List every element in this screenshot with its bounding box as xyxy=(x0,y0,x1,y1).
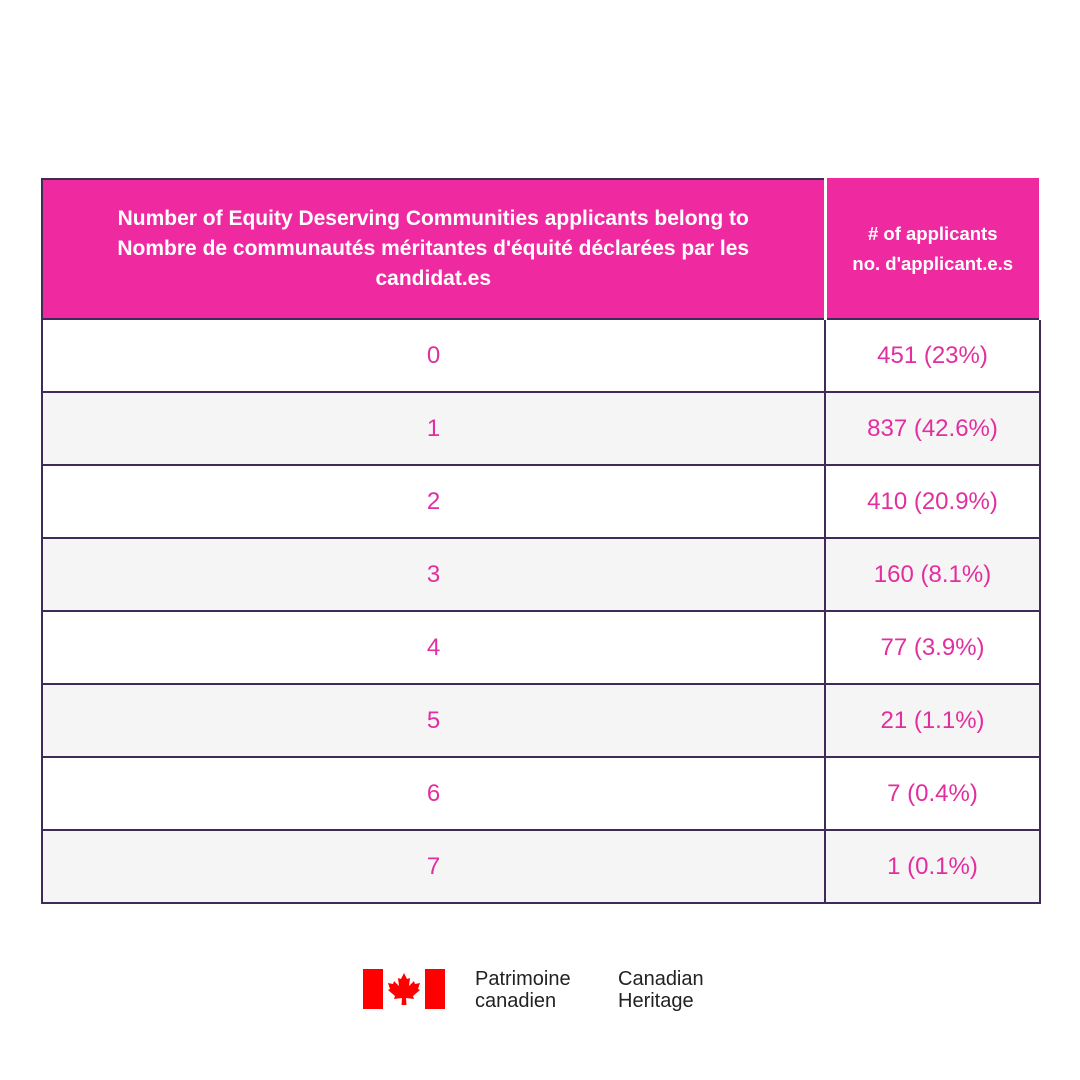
community-count-cell: 0 xyxy=(42,319,825,392)
applicant-count-cell: 1 (0.1%) xyxy=(825,830,1040,903)
applicant-count-cell: 410 (20.9%) xyxy=(825,465,1040,538)
table-row xyxy=(42,611,1040,684)
table-row xyxy=(42,319,1040,392)
header-applicants-fr: no. d'applicant.e.s xyxy=(852,253,1014,274)
wordmark-english xyxy=(618,968,704,1012)
header-applicants xyxy=(825,179,1040,319)
header-communities-en: Number of Equity Deserving Communities applicants belong to xyxy=(117,207,749,230)
canadian-heritage-logo xyxy=(363,966,723,1016)
community-count-cell: 3 xyxy=(42,538,825,611)
applicant-count-cell: 77 (3.9%) xyxy=(825,611,1040,684)
header-communities-fr: Nombre de communautés méritantes d'équité déclarées par les xyxy=(117,237,750,260)
community-count-cell: 1 xyxy=(42,392,825,465)
applicant-count-cell: 837 (42.6%) xyxy=(825,392,1040,465)
wordmark-en-line2: Heritage xyxy=(618,990,694,1012)
applicant-count-cell: 21 (1.1%) xyxy=(825,684,1040,757)
header-communities xyxy=(42,179,825,319)
canada-flag-icon xyxy=(363,969,445,1009)
applicant-count-cell: 160 (8.1%) xyxy=(825,538,1040,611)
wordmark-fr-line2: canadien xyxy=(475,990,557,1012)
applicant-count-cell: 7 (0.4%) xyxy=(825,757,1040,830)
table-row xyxy=(42,465,1040,538)
wordmark-fr-line1: Patrimoine xyxy=(475,968,571,990)
wordmark-en-line1: Canadian xyxy=(618,968,704,990)
header-communities-fr-cont: candidat.es xyxy=(375,267,492,290)
community-count-cell: 2 xyxy=(42,465,825,538)
header-applicants-en: # of applicants xyxy=(867,223,998,244)
applicant-count-cell: 451 (23%) xyxy=(825,319,1040,392)
community-count-cell: 6 xyxy=(42,757,825,830)
wordmark-french xyxy=(475,968,571,1012)
community-count-cell: 7 xyxy=(42,830,825,903)
table-row xyxy=(42,757,1040,830)
table-row xyxy=(42,684,1040,757)
community-count-cell: 4 xyxy=(42,611,825,684)
table-row xyxy=(42,830,1040,903)
table-row xyxy=(42,392,1040,465)
community-count-cell: 5 xyxy=(42,684,825,757)
table-header-row xyxy=(42,179,1040,319)
table-row xyxy=(42,538,1040,611)
applicants-table xyxy=(41,178,1041,904)
